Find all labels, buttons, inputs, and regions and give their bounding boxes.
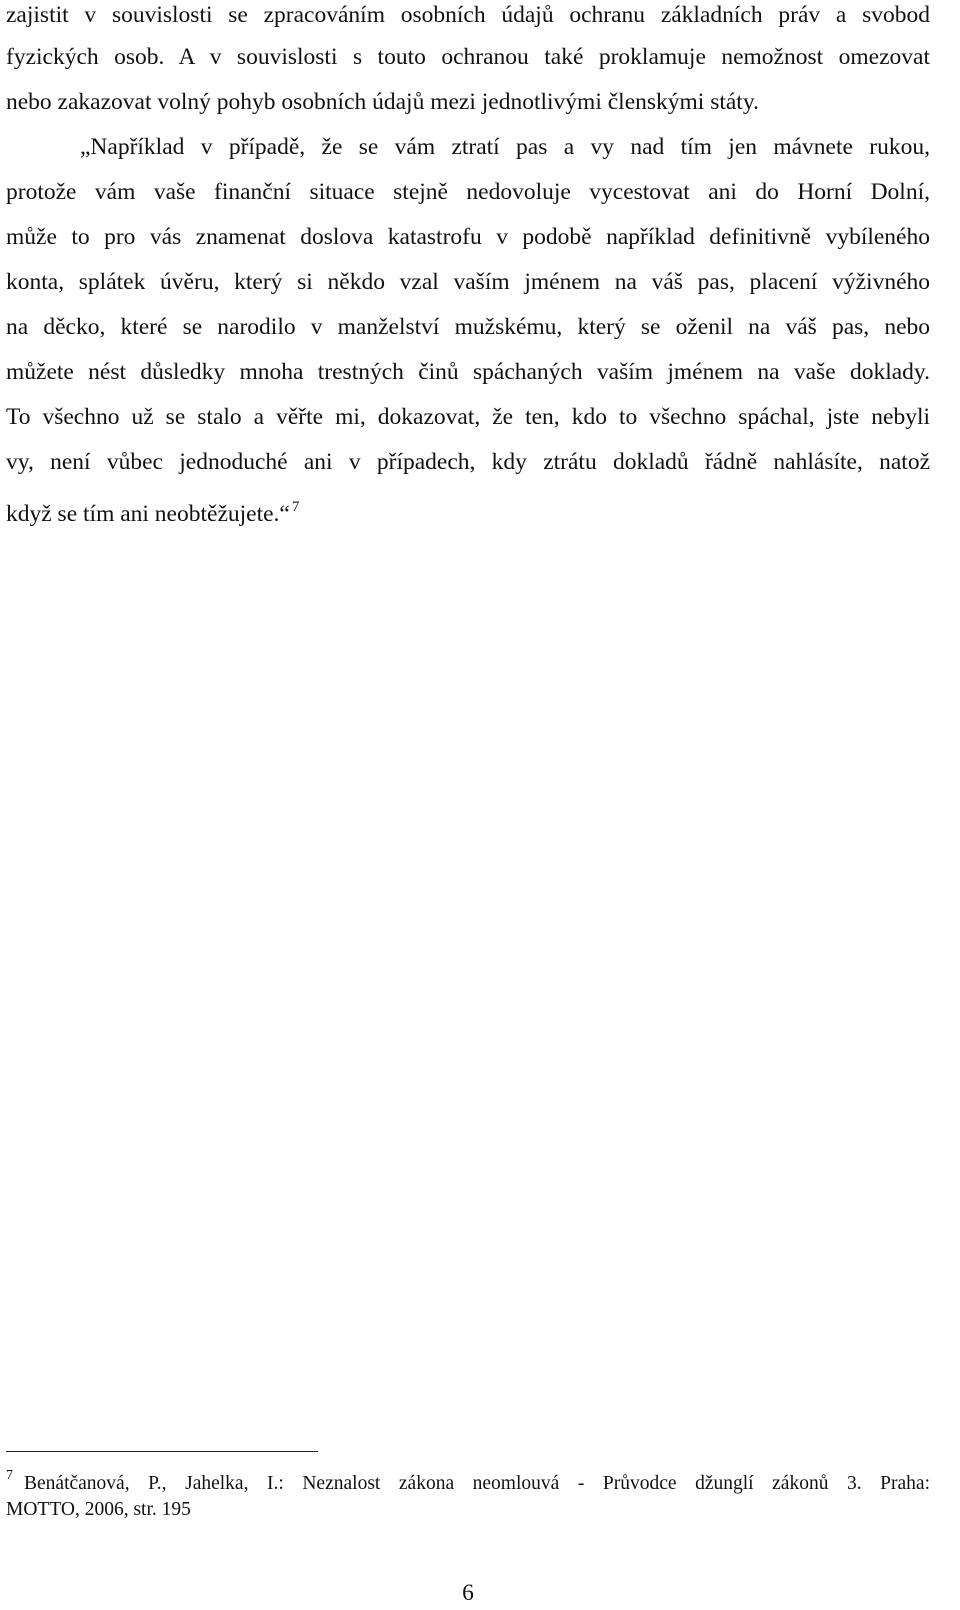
footnote-separator	[6, 1451, 318, 1452]
quote-last-line	[6, 492, 930, 529]
body-text-line: nebo zakazovat volný pohyb osobních údajů mezi jednotlivými členskými státy.	[6, 89, 759, 115]
body-text-line: zajistit v souvislosti se zpracováním osobních údajů ochranu základních práv a svobod	[6, 2, 930, 28]
footnote-reference[interactable]: 7	[291, 499, 300, 515]
quote-text-line: vy, není vůbec jednoduché ani v případech, kdy ztrátu dokladů řádně nahlásíte, natož	[6, 449, 930, 475]
quote-text-line: konta, splátek úvěru, který si někdo vzal vaším jménem na váš pas, placení výživného	[6, 269, 930, 295]
footnote-text-line: MOTTO, 2006, str. 195	[6, 1499, 191, 1520]
quote-text-line: „Například v případě, že se vám ztratí pas a vy nad tím jen mávnete rukou,	[80, 134, 930, 160]
quote-text-line: To všechno už se stalo a věřte mi, dokazovat, že ten, kdo to všechno spáchal, jste nebyli	[6, 404, 930, 430]
body-text-line: fyzických osob. A v souvislosti s touto ochranou také proklamuje nemožnost omezovat	[6, 44, 930, 70]
footnote-text-line: Benátčanová, P., Jahelka, I.: Neznalost zákona neomlouvá - Průvodce džunglí zákonů 3. Praha:	[24, 1473, 930, 1494]
page-number: 6	[462, 1580, 474, 1606]
quote-text-line: protože vám vaše finanční situace stejně nedovoluje vycestovat ani do Horní Dolní,	[6, 179, 930, 205]
quote-text-end: když se tím ani neobtěžujete.“	[6, 501, 290, 527]
quote-text-line: na děcko, které se narodilo v manželství mužskému, který se oženil na váš pas, nebo	[6, 314, 930, 340]
quote-text-line: můžete nést důsledky mnoha trestných činů spáchaných vaším jménem na vaše doklady.	[6, 359, 930, 385]
quote-text-line: může to pro vás znamenat doslova katastrofu v podobě například definitivně vybíleného	[6, 224, 930, 250]
footnote-number: 7	[6, 1468, 13, 1483]
